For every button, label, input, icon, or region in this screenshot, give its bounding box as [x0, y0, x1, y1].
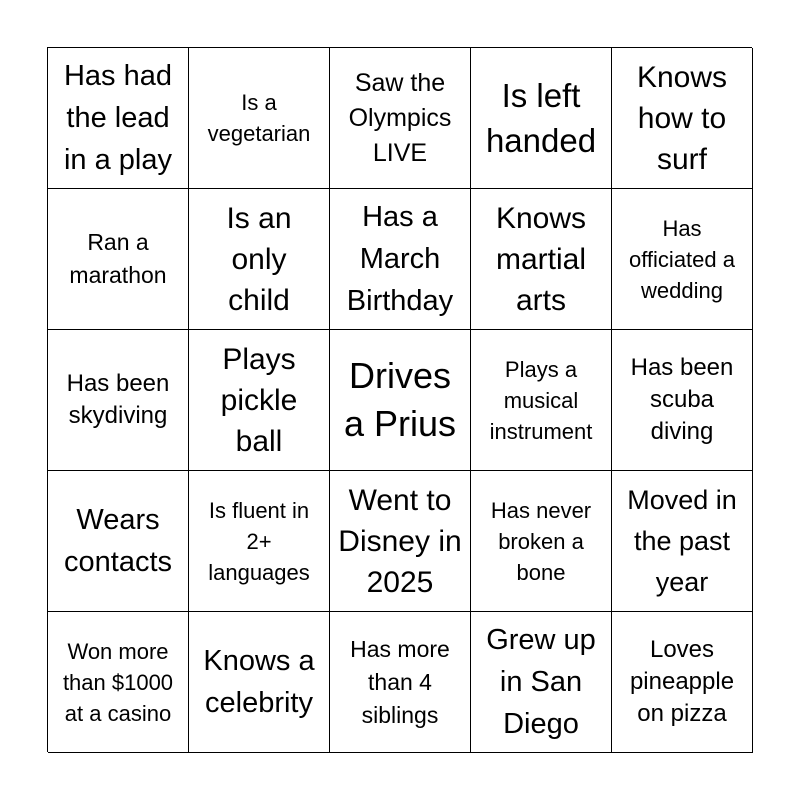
bingo-cell-text: Ran a marathon: [69, 229, 167, 288]
bingo-cell[interactable]: [330, 471, 471, 612]
bingo-cell-text: Knows a celebrity: [203, 645, 315, 719]
bingo-cell-text: Has officiated a wedding: [628, 215, 735, 303]
bingo-cell-text: Won more than $1000 at a casino: [62, 638, 174, 726]
bingo-cell-text: Drives a Prius: [343, 355, 457, 444]
bingo-cell[interactable]: [612, 48, 753, 189]
bingo-cell-text: Has more than 4 siblings: [350, 635, 450, 728]
bingo-cell-text: Wears contacts: [64, 504, 172, 578]
bingo-cell-text: Has never broken a bone: [490, 497, 592, 585]
bingo-cell[interactable]: [189, 471, 330, 612]
bingo-cell-text: Is an only child: [226, 201, 292, 317]
bingo-cell[interactable]: [48, 189, 189, 330]
bingo-cell-text: Knows martial arts: [495, 201, 587, 317]
bingo-cell[interactable]: [471, 330, 612, 471]
bingo-cell-text: Has been scuba diving: [630, 354, 734, 445]
bingo-cell[interactable]: [612, 330, 753, 471]
bingo-cell-text: Is fluent in 2+ languages: [208, 497, 310, 585]
bingo-cell[interactable]: [330, 330, 471, 471]
bingo-cell[interactable]: [189, 612, 330, 753]
bingo-cell[interactable]: [189, 189, 330, 330]
bingo-board: [47, 47, 752, 752]
bingo-cell[interactable]: [612, 189, 753, 330]
bingo-cell-text: Has a March Birthday: [346, 201, 454, 317]
bingo-cell[interactable]: [48, 330, 189, 471]
bingo-cell-text: Has been skydiving: [66, 370, 170, 429]
bingo-cell-text: Is a vegetarian: [207, 90, 311, 146]
bingo-cell[interactable]: [48, 612, 189, 753]
bingo-cell-text: Has had the lead in a play: [63, 60, 172, 176]
bingo-cell-text: Loves pineapple on pizza: [629, 636, 735, 727]
bingo-cell[interactable]: [471, 189, 612, 330]
bingo-cell-text: Plays a musical instrument: [489, 356, 593, 444]
bingo-cell[interactable]: [189, 330, 330, 471]
bingo-cell[interactable]: [612, 612, 753, 753]
bingo-cell[interactable]: [189, 48, 330, 189]
bingo-cell[interactable]: [612, 471, 753, 612]
bingo-cell-text: Knows how to surf: [636, 60, 728, 176]
bingo-cell[interactable]: [330, 48, 471, 189]
bingo-cell[interactable]: [471, 471, 612, 612]
bingo-cell-text: Saw the Olympics LIVE: [348, 68, 452, 167]
bingo-cell[interactable]: [48, 471, 189, 612]
bingo-cell[interactable]: [330, 189, 471, 330]
bingo-cell[interactable]: [48, 48, 189, 189]
bingo-cell-text: Grew up in San Diego: [486, 624, 596, 740]
bingo-cell-text: Moved in the past year: [627, 484, 737, 597]
bingo-cell[interactable]: [330, 612, 471, 753]
bingo-cell-text: Plays pickle ball: [220, 342, 298, 458]
bingo-cell[interactable]: [471, 612, 612, 753]
bingo-cell-text: Went to Disney in 2025: [338, 483, 462, 599]
bingo-cell-text: Is left handed: [485, 77, 597, 159]
bingo-cell[interactable]: [471, 48, 612, 189]
